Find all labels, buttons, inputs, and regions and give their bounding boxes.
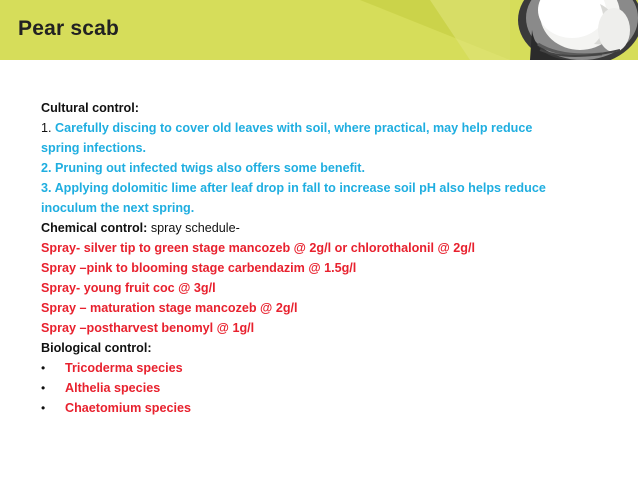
cultural-step-3-text: Applying dolomitic lime after leaf drop in fall to increase soil pH also helps reduce xyxy=(54,181,546,195)
bullet-icon: • xyxy=(41,401,46,415)
cultural-step-3-line-1 xyxy=(41,178,601,198)
bullet-icon: • xyxy=(41,361,46,375)
biocontrol-agent xyxy=(41,398,601,418)
cultural-step-1-line-2: spring infections. xyxy=(41,141,146,155)
spray-item: Spray- silver tip to green stage mancozeb @ 2g/l or chlorothalonil @ 2g/l xyxy=(41,241,475,255)
biocontrol-agent-name: Chaetomium species xyxy=(65,401,191,415)
biocontrol-agent xyxy=(41,378,601,398)
biocontrol-agent-name: Tricoderma species xyxy=(65,361,183,375)
spray-item: Spray –postharvest benomyl @ 1g/l xyxy=(41,321,255,335)
biocontrol-agent xyxy=(41,358,601,378)
spray-item: Spray –pink to blooming stage carbendazim @ 1.5g/l xyxy=(41,261,357,275)
cultural-step-1-text: Carefully discing to cover old leaves with soil, where practical, may help reduce xyxy=(55,121,533,135)
biological-control-heading: Biological control: xyxy=(41,341,152,355)
apple-halves-photo xyxy=(510,0,638,60)
cultural-step-3-line-2: inoculum the next spring. xyxy=(41,201,195,215)
cultural-step-2-text: Pruning out infected twigs also offers some benefit. xyxy=(55,161,365,175)
chemical-control-heading: Chemical control: xyxy=(41,221,148,235)
cultural-control-heading: Cultural control: xyxy=(41,101,139,115)
chemical-control-heading-row xyxy=(41,218,601,238)
spray-schedule-label: spray schedule- xyxy=(147,221,240,235)
cultural-step-2 xyxy=(41,158,601,178)
bullet-icon: • xyxy=(41,381,46,395)
cultural-step-2-number: 2. xyxy=(41,161,52,175)
cultural-step-1-line-1 xyxy=(41,118,601,138)
cultural-step-3-number: 3. xyxy=(41,181,52,195)
slide-title: Pear scab xyxy=(18,17,120,40)
spray-item: Spray- young fruit coc @ 3g/l xyxy=(41,281,216,295)
content-body xyxy=(41,98,601,418)
spray-item: Spray – maturation stage mancozeb @ 2g/l xyxy=(41,301,298,315)
cultural-step-1-number: 1. xyxy=(41,121,52,135)
biocontrol-agent-name: Althelia species xyxy=(65,381,161,395)
